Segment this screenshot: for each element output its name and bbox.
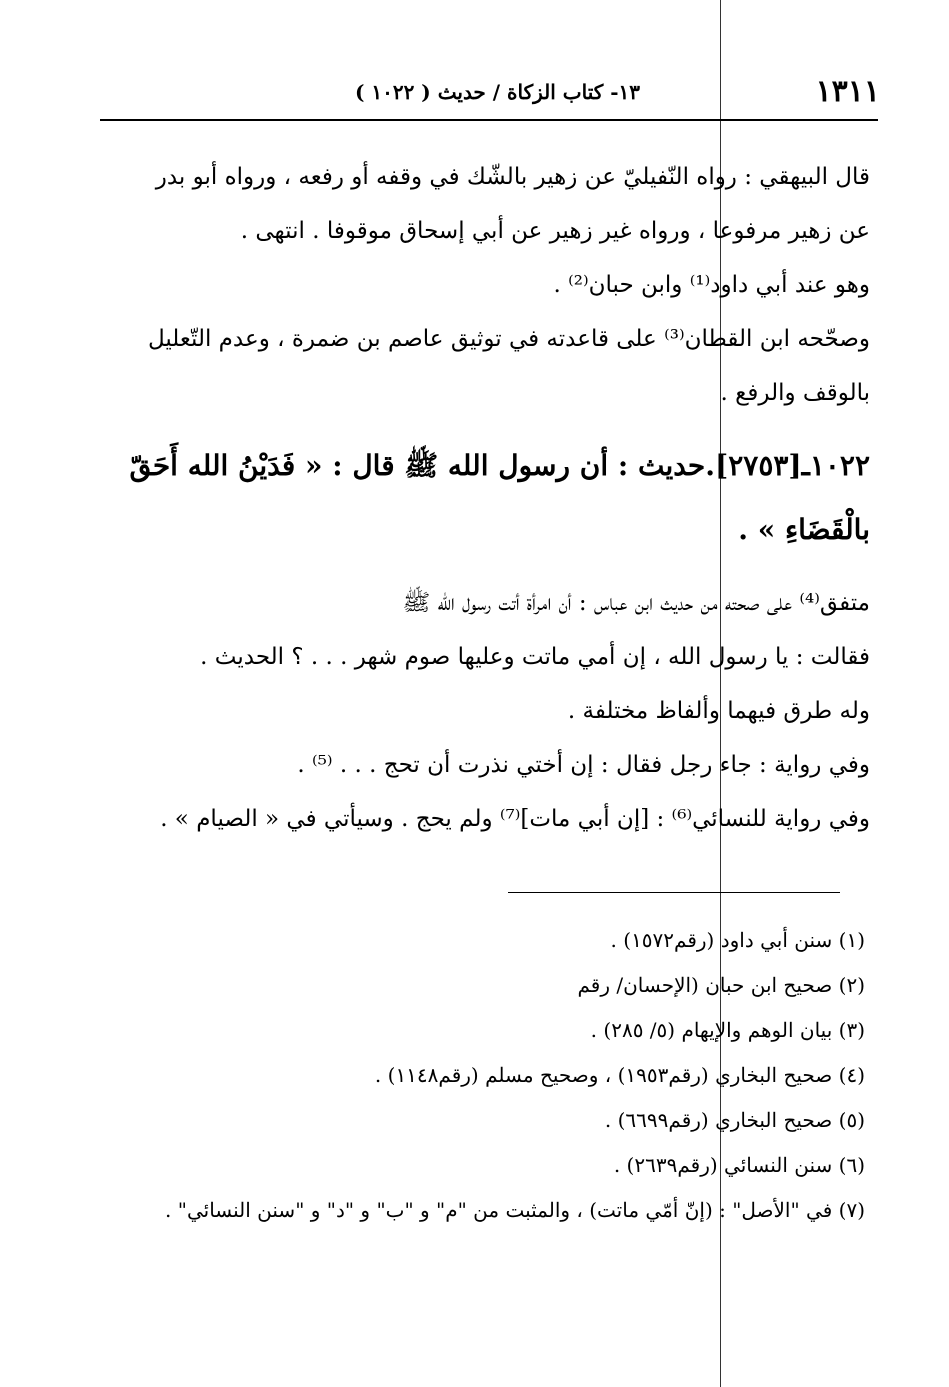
footnote: (٥) صحيح البخاري (رقم٦٦٩٩) . <box>604 1108 865 1132</box>
text-line: وفي رواية : جاء رجل فقال : إن أختي نذرت أن تحج . . . ⁽⁵⁾ . <box>297 752 870 778</box>
text-line: وصحّحه ابن القطان⁽³⁾ على قاعدته في توثيق عاصم بن ضمرة ، وعدم التّعليل <box>147 326 870 352</box>
hadith-heading: بالْقَضَاءِ » . <box>738 513 870 546</box>
footnote: (٧) في "الأصل" : (إنّ أمّي ماتت) ، والمثبت من "م" و "ب" و "د" و "سنن النسائي" . <box>165 1198 865 1222</box>
text-line: فقالت : يا رسول الله ، إن أمي ماتت وعليها صوم شهر . . . ؟ الحديث . <box>200 644 870 670</box>
footnotes <box>100 918 865 1233</box>
text-line: وهو عند أبي داود⁽¹⁾ وابن حبان⁽²⁾ . <box>553 272 870 298</box>
page-number: ١٣١١ <box>815 74 880 109</box>
footnote: (٤) صحيح البخاري (رقم١٩٥٣) ، وصحيح مسلم (رقم١١٤٨) . <box>374 1063 865 1087</box>
footnote: (٦) سنن النسائي (رقم٢٦٣٩) . <box>613 1153 865 1177</box>
text-line: وفي رواية للنسائي⁽⁶⁾ : [إن أبي مات]⁽⁷⁾ ولم يحج . وسيأتي في « الصيام » . <box>160 806 870 832</box>
main-text <box>100 150 870 846</box>
text-line: وله طرق فيهما وألفاظ مختلفة . <box>567 698 870 724</box>
footnote: (١) سنن أبي داود (رقم١٥٧٢) . <box>610 928 865 952</box>
header-rule <box>100 119 878 121</box>
text-line: عن زهير مرفوعا ، ورواه غير زهير عن أبي إسحاق موقوفا . انتهى . <box>240 218 870 244</box>
text-line: قال البيهقي : رواه النّفيليّ عن زهير بالشّك في وقفه أو رفعه ، ورواه أبو بدر <box>155 164 870 190</box>
footnote: (٣) بيان الوهم والإيهام (٥/ ٢٨٥) . <box>590 1018 865 1042</box>
text-line: بالوقف والرفع . <box>720 380 870 406</box>
footnote: (٢) صحيح ابن حبان (الإحسان/ رقم <box>577 973 865 997</box>
page-header <box>100 72 880 120</box>
running-title: ١٣- كتاب الزكاة / حديث ( ١٠٢٢ ) <box>354 80 640 104</box>
footnote-rule <box>508 892 840 893</box>
hadith-heading: ١٠٢٢ـ[٢٧٥٣].حديث : أن رسول الله ﷺ قال : « فَدَيْنُ الله أَحَقّ <box>129 449 870 482</box>
text-line: متفق⁽⁴⁾ على صحته من حديث ابن عباس : أن امرأة أتت رسول الله ﷺ <box>402 590 870 616</box>
